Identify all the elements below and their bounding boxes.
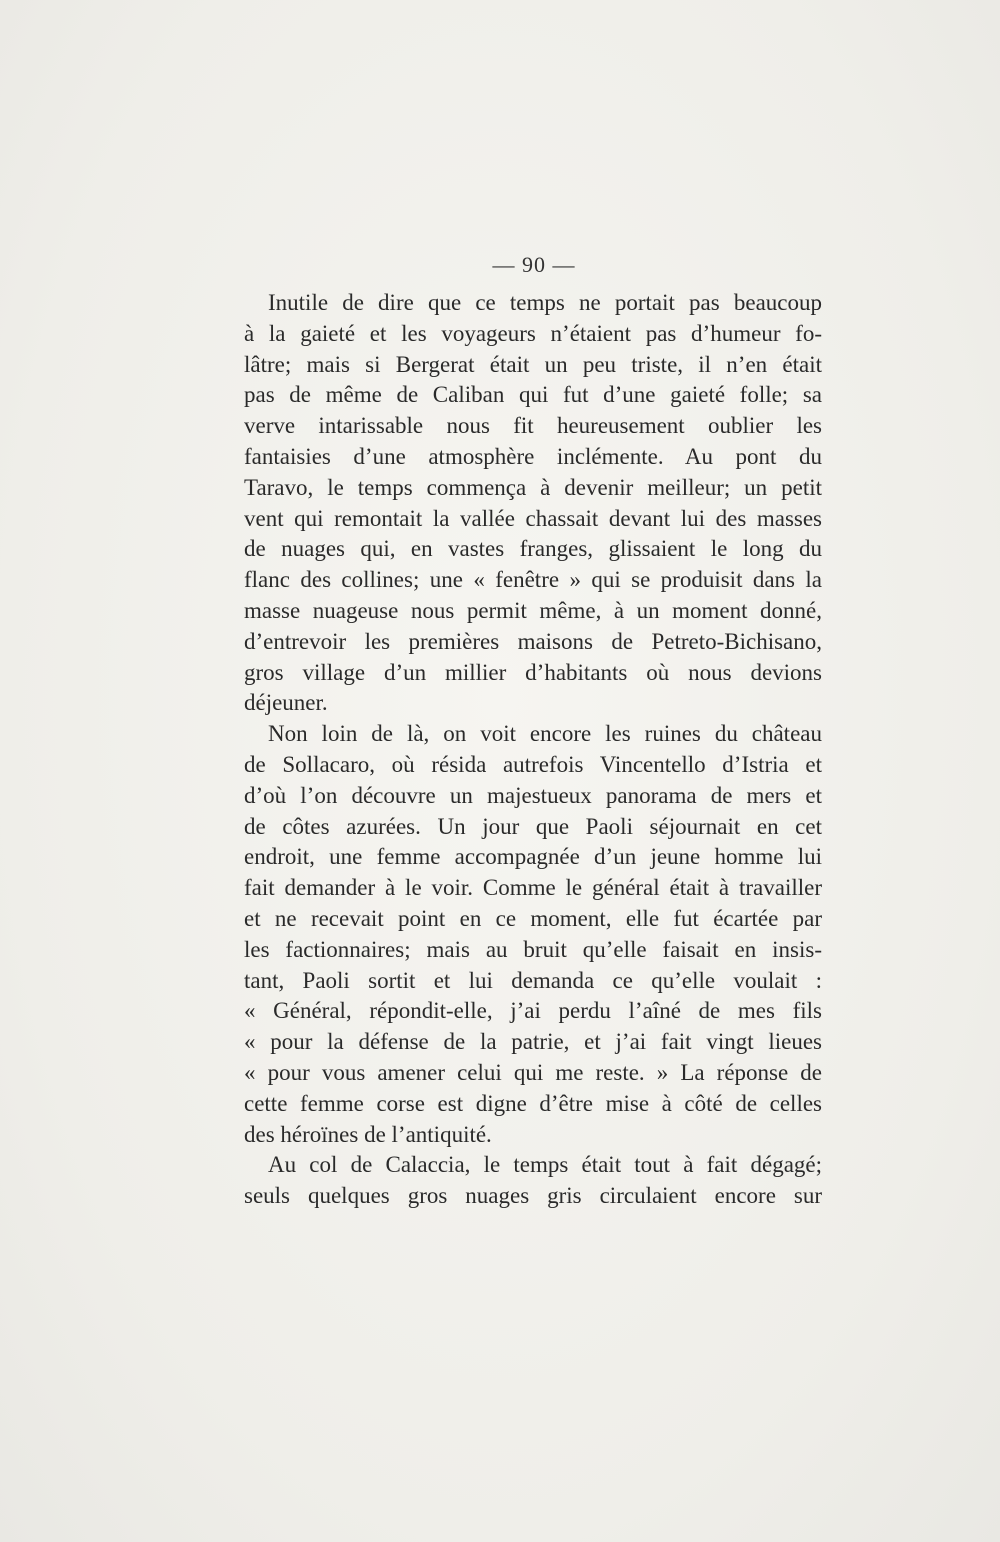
text-line: endroit, une femme accompagnée d’un jeune homme lui <box>244 844 822 870</box>
text-line: fait demander à le voir. Comme le général était à travailler <box>244 875 822 901</box>
text-line: seuls quelques gros nuages gris circulaient encore sur <box>244 1183 822 1209</box>
text-line: gros village d’un millier d’habitants où nous devions <box>244 659 822 685</box>
text-line: Inutile de dire que ce temps ne portait pas beaucoup <box>268 290 822 315</box>
text-line: flanc des collines; une « fenêtre » qui se produisit dans la <box>244 567 822 593</box>
page-number: — 90 — <box>492 252 576 277</box>
text-line: à la gaieté et les voyageurs n’étaient pas d’humeur fo- <box>244 320 822 346</box>
text-line: masse nuageuse nous permit même, à un moment donné, <box>244 597 822 623</box>
text-line: et ne recevait point en ce moment, elle fut écartée par <box>244 905 822 931</box>
text-line: lâtre; mais si Bergerat était un peu triste, il n’en était <box>244 351 822 377</box>
paragraph <box>244 288 822 719</box>
text-line: fantaisies d’une atmosphère inclémente. Au pont du <box>244 443 822 469</box>
body-text <box>244 288 822 1212</box>
text-line: de côtes azurées. Un jour que Paoli séjournait en cet <box>244 813 822 839</box>
text-line: Au col de Calaccia, le temps était tout à fait dégagé; <box>268 1152 822 1178</box>
text-line: des héroïnes de l’antiquité. <box>244 1121 492 1147</box>
text-line: déjeuner. <box>244 690 328 716</box>
text-line: verve intarissable nous fit heureusement oublier les <box>244 413 822 439</box>
text-line: « pour la défense de la patrie, et j’ai fait vingt lieues <box>244 1029 822 1055</box>
text-line: vent qui remontait la vallée chassait devant lui des masses <box>244 505 822 531</box>
text-line: de nuages qui, en vastes franges, glissaient le long du <box>244 536 822 562</box>
paragraph <box>244 1150 822 1212</box>
text-line: tant, Paoli sortit et lui demanda ce qu’elle voulait : <box>244 967 822 993</box>
text-line: d’où l’on découvre un majestueux panorama de mers et <box>244 782 822 808</box>
text-line: les factionnaires; mais au bruit qu’elle faisait en insis- <box>244 936 822 962</box>
text-line: « Général, répondit-elle, j’ai perdu l’aîné de mes fils <box>244 998 822 1024</box>
text-line: Taravo, le temps commença à devenir meilleur; un petit <box>244 474 822 500</box>
text-line: Non loin de là, on voit encore les ruines du château <box>268 721 822 747</box>
text-line: « pour vous amener celui qui me reste. » La réponse de <box>244 1059 822 1085</box>
text-line: d’entrevoir les premières maisons de Petreto-Bichisano, <box>244 628 822 654</box>
paragraph <box>244 719 822 1150</box>
text-line: de Sollacaro, où résida autrefois Vincentello d’Istria et <box>244 751 822 777</box>
text-line: cette femme corse est digne d’être mise à côté de celles <box>244 1090 822 1116</box>
text-line: pas de même de Caliban qui fut d’une gaieté folle; sa <box>244 382 822 408</box>
